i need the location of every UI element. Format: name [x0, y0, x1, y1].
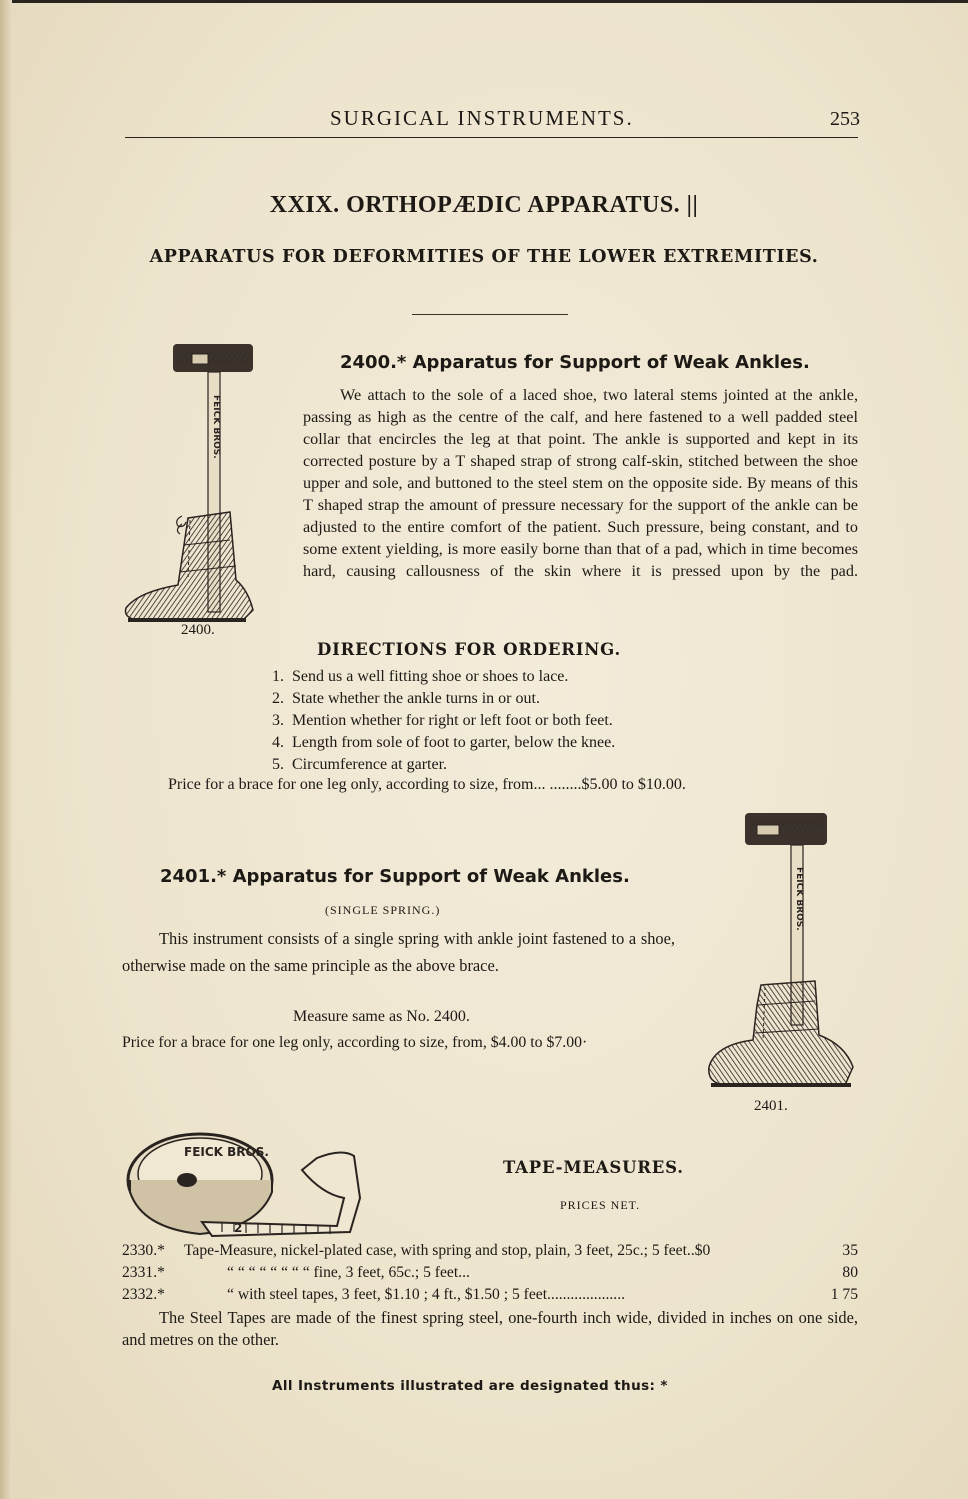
item-2401-subheading: (SINGLE SPRING.): [325, 903, 441, 917]
figure-2400-brand: FEICK BROS.: [211, 395, 221, 459]
item-2400-price: Price for a brace for one leg only, according to size, from... ........$5.00 to $10.00.: [168, 776, 686, 793]
ankle-brace-figure-2401: [695, 805, 860, 1095]
page-number: 253: [830, 108, 860, 130]
directions-heading: DIRECTIONS FOR ORDERING.: [317, 640, 622, 659]
tape-row-2331: 2331.* “ “ “ “ “ “ “ “ fine, 3 feet, 65c.; 5 feet... 80: [122, 1264, 858, 1281]
section-subtitle: APPARATUS FOR DEFORMITIES OF THE LOWER EXTREMITIES.: [149, 247, 819, 267]
tape-row-2332: 2332.* “ with steel tapes, 3 feet, $1.10 ; 4 ft., $1.50 ; 5 feet.................... 1 75: [122, 1286, 858, 1303]
item-2401-description: This instrument consists of a single spring with ankle joint fastened to a shoe, otherwise made on the same principle as the above brace.: [122, 929, 675, 975]
tape-figure-brand: FEICK BROS.: [184, 1145, 269, 1159]
direction-item: 4. Length from sole of foot to garter, below the knee.: [272, 734, 616, 751]
running-title: SURGICAL INSTRUMENTS.: [330, 106, 634, 130]
tape-measures-heading: TAPE-MEASURES.: [503, 1158, 684, 1177]
item-2400-heading: 2400.* Apparatus for Support of Weak Ankles.: [340, 352, 810, 373]
running-head: [125, 106, 860, 136]
page-binding-edge: [0, 0, 12, 1499]
section-title: XXIX. ORTHOPÆDIC APPARATUS. ||: [269, 192, 699, 218]
footer-note: All Instruments illustrated are designated thus: *: [272, 1378, 668, 1394]
direction-item: 5. Circumference at garter.: [272, 756, 448, 773]
ankle-brace-figure-2400: [118, 340, 268, 625]
direction-item: 3. Mention whether for right or left foot or both feet.: [272, 712, 613, 729]
tape-row-2330: 2330.* Tape-Measure, nickel-plated case, with spring and stop, plain, 3 feet, 25c.; 5 feet..$0 35: [122, 1242, 858, 1259]
section-divider: [412, 314, 568, 315]
tape-figure-mark: 2: [234, 1221, 243, 1235]
header-rule: [125, 137, 858, 138]
item-2400-description: We attach to the sole of a laced shoe, two lateral stems jointed at the ankle, passing as high as the centre of the calf, and here fastened to a well padded steel collar that encircles the leg at that point. The ankle is supported and kept in its corrected posture by a T shaped strap of strong calf-skin, stitched between the shoe upper and sole, and buttoned to the steel stem on the opposite side. By means of this T shaped strap the amount of pressure necessary for the support of the ankle can be adjusted to the entire comfort of the patient. Such pressure, being constant, and to some extent yielding, is more easily borne than that of a pad, which in time becomes hard, causing callousness of the skin where it is pressed upon by the pad.: [303, 386, 858, 580]
figure-2400-label: 2400.: [181, 622, 215, 638]
direction-item: 1. Send us a well fitting shoe or shoes to lace.: [272, 668, 569, 685]
direction-item: 2. State whether the ankle turns in or out.: [272, 690, 540, 707]
directions-list: [252, 666, 615, 776]
figure-2401-brand: FEICK BROS.: [794, 867, 804, 931]
item-2401-price: Price for a brace for one leg only, according to size, from, $4.00 to $7.00·: [122, 1034, 588, 1051]
page-top-edge: [0, 0, 968, 3]
item-2401-measure-note: Measure same as No. 2400.: [293, 1008, 470, 1025]
tape-measures-note: PRICES NET.: [560, 1198, 641, 1212]
tape-measures-description: The Steel Tapes are made of the finest spring steel, one-fourth inch wide, divided in inches on one side, and metres on the other.: [122, 1308, 858, 1349]
figure-2401-label: 2401.: [754, 1098, 788, 1114]
tape-measure-figure: [122, 1128, 367, 1246]
item-2401-heading: 2401.* Apparatus for Support of Weak Ankles.: [160, 866, 630, 887]
